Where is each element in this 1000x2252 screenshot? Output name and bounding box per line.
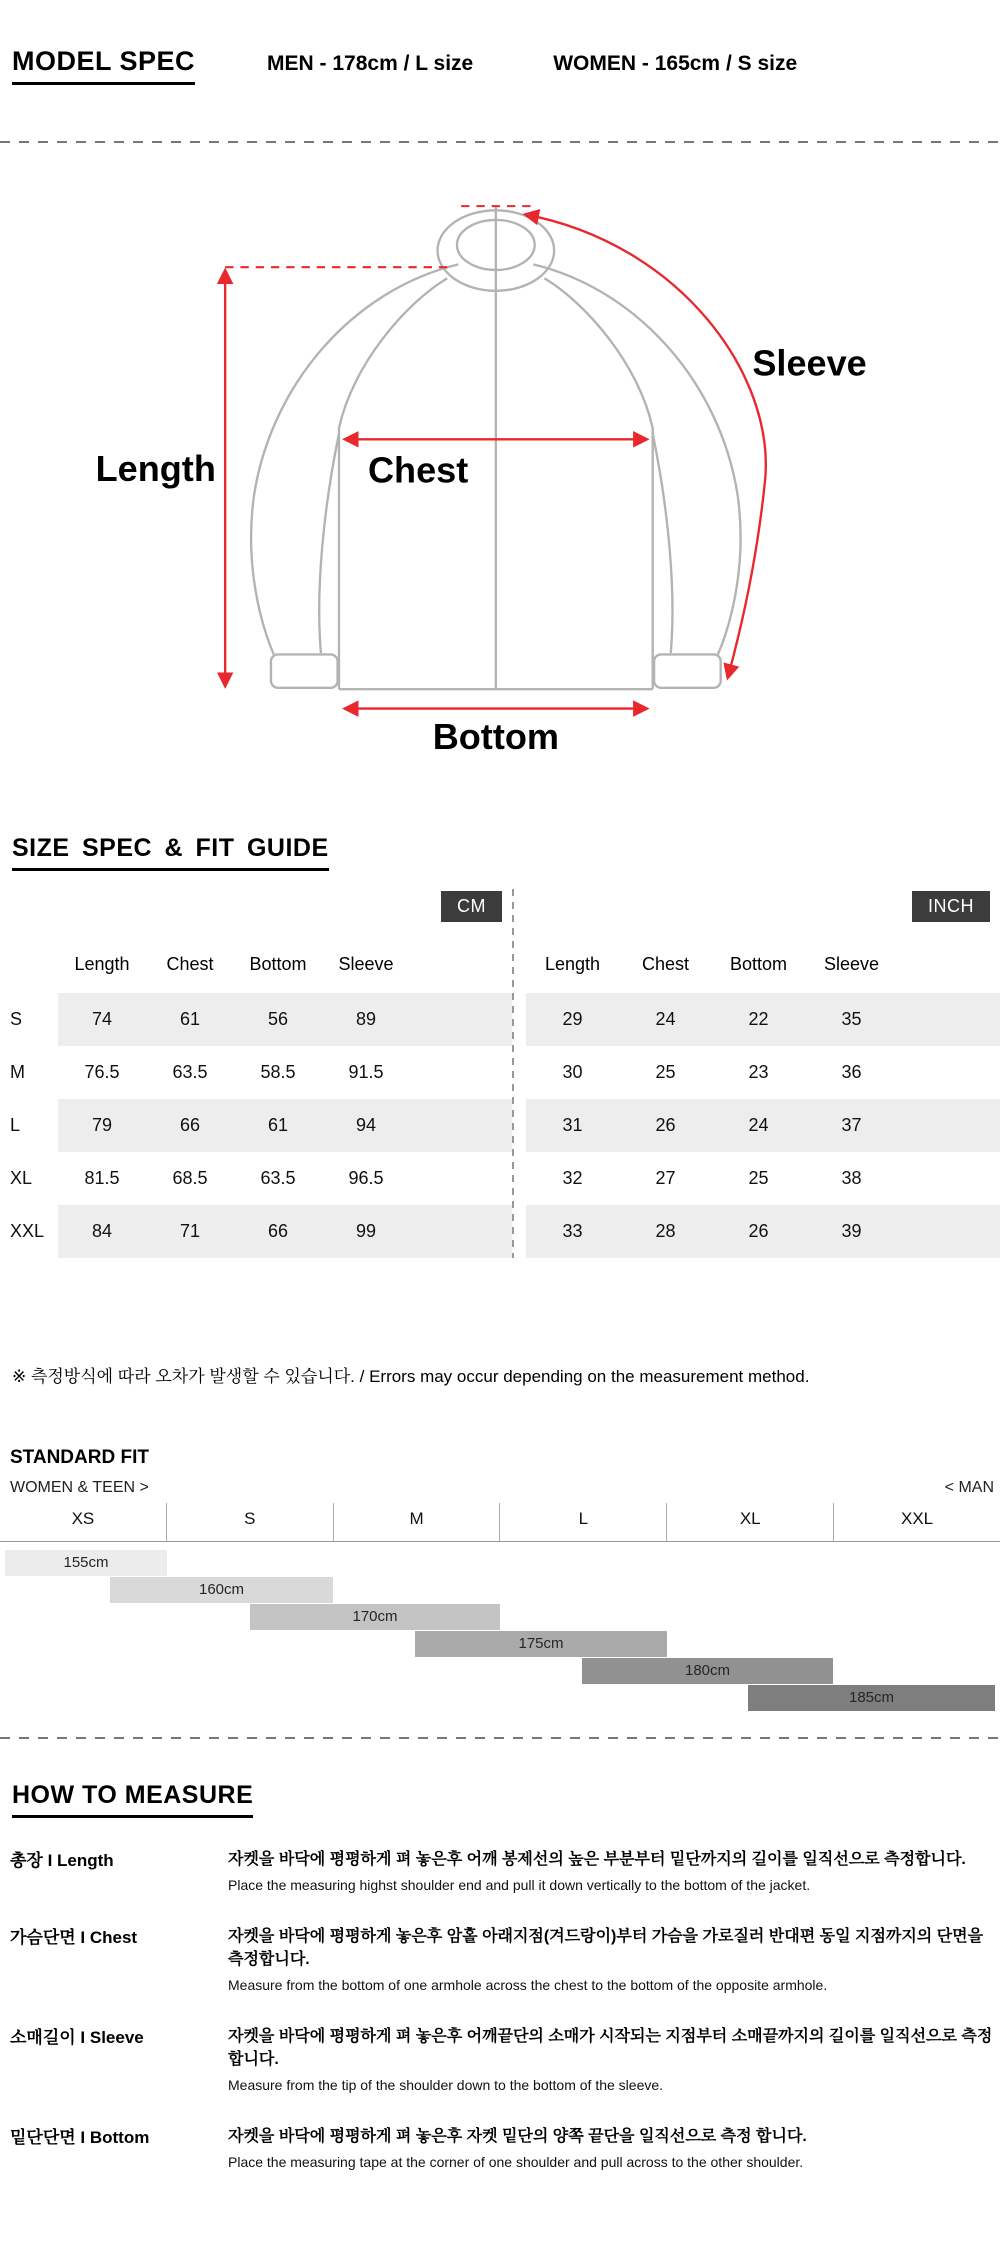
cell-value: 84 (91, 1221, 113, 1241)
height-bar: 180cm (582, 1658, 833, 1684)
table-row (10, 1099, 512, 1152)
measure-label: 밑단단면 I Bottom (10, 2128, 150, 2147)
measure-korean: 자켓을 바닥에 평평하게 펴 놓은후 어깨끝단의 소매가 시작되는 지점부터 소매끝까지의 길이를 일직선으로 측정합니다. (228, 2028, 993, 2068)
fit-size-column: XXL (900, 1509, 934, 1528)
inch-badge-row (526, 889, 1000, 923)
cell-value: 39 (841, 1221, 862, 1241)
measure-item-chest (0, 1923, 1000, 1993)
size-spec-section-header (0, 834, 1000, 871)
measure-label: 총장 I Length (10, 1851, 114, 1870)
cell-value: 68.5 (172, 1168, 208, 1188)
cell-value: 96.5 (348, 1168, 384, 1188)
measure-label: 소매길이 I Sleeve (10, 2028, 144, 2047)
size-label: XL (10, 1168, 33, 1188)
cm-badge-row (10, 889, 512, 923)
inch-table (514, 889, 1000, 1258)
column-header: Chest (166, 953, 214, 974)
measurement-error-note: ※ 측정방식에 따라 오차가 발생할 수 있습니다. / Errors may occur depending on the measurement method. (12, 1367, 810, 1386)
cell-value: 63.5 (260, 1168, 296, 1188)
standard-fit-subrow (0, 1469, 1000, 1497)
measure-list (0, 1846, 1000, 2252)
fit-size-column: L (500, 1503, 667, 1541)
cell-value: 79 (91, 1115, 113, 1135)
table-row (10, 993, 512, 1046)
table-row (526, 1099, 1000, 1152)
bottom-label: Bottom (432, 715, 559, 757)
height-bar: 155cm (5, 1550, 167, 1576)
cell-value: 38 (841, 1168, 862, 1188)
column-header: Sleeve (338, 953, 394, 974)
jacket-measurement-diagram (0, 195, 1000, 778)
cell-value: 66 (267, 1221, 289, 1241)
table-row (526, 1046, 1000, 1099)
measure-korean: 자켓을 바닥에 평평하게 펴 놓은후 자켓 밑단의 양쪽 끝단을 일직선으로 측정 합니다. (228, 2128, 807, 2145)
cm-table-header (10, 935, 512, 993)
measure-label: 가슴단면 I Chest (10, 1928, 138, 1947)
fit-size-column: M (334, 1503, 501, 1541)
cell-value: 31 (562, 1115, 583, 1135)
height-bar: 160cm (110, 1577, 333, 1603)
measure-text (228, 1923, 1000, 1993)
cell-value: 71 (179, 1221, 201, 1241)
standard-fit-title: STANDARD FIT (10, 1447, 149, 1468)
dashed-divider-bottom (0, 1737, 1000, 1739)
cell-value: 25 (748, 1168, 769, 1188)
fit-size-header (0, 1503, 1000, 1542)
size-label: L (10, 1115, 21, 1135)
cell-value: 37 (841, 1115, 862, 1135)
measure-text (228, 2023, 1000, 2093)
model-spec-women: WOMEN - 165cm / S size (553, 52, 798, 75)
how-to-measure-header (0, 1781, 1000, 1818)
cm-badge: CM (441, 891, 502, 922)
measure-english: Place the measuring tape at the corner of one shoulder and pull across to the other shoulder. (228, 2154, 804, 2170)
fit-size-column: XS (0, 1503, 167, 1541)
column-header: Bottom (249, 953, 307, 974)
cell-value: 91.5 (348, 1062, 384, 1082)
model-spec-header (0, 0, 1000, 85)
cell-value: 26 (748, 1221, 769, 1241)
cell-value: 29 (562, 1009, 583, 1029)
cell-value: 99 (355, 1221, 377, 1241)
measure-text (228, 2123, 807, 2170)
cell-value: 24 (655, 1009, 676, 1029)
cell-value: 35 (841, 1009, 862, 1029)
cell-value: 61 (179, 1009, 201, 1029)
cell-value: 56 (267, 1009, 289, 1029)
fit-size-column: S (167, 1503, 334, 1541)
dashed-divider-top (0, 141, 1000, 143)
cell-value: 25 (655, 1062, 676, 1082)
length-label: Length (95, 447, 216, 489)
how-to-measure-title: HOW TO MEASURE (12, 1781, 253, 1818)
cell-value: 30 (562, 1062, 583, 1082)
cell-value: 89 (355, 1009, 377, 1029)
cm-table (0, 889, 512, 1258)
table-row (10, 1205, 512, 1258)
measure-english: Place the measuring highst shoulder end and pull it down vertically to the bottom of the jacket. (228, 1877, 811, 1893)
cell-value: 26 (655, 1115, 676, 1135)
table-row (10, 1046, 512, 1099)
height-bar: 175cm (415, 1631, 667, 1657)
cell-value: 63.5 (172, 1062, 208, 1082)
cell-value: 33 (562, 1221, 583, 1241)
fit-size-column: XL (667, 1503, 834, 1541)
cell-value: 24 (748, 1115, 769, 1135)
inch-table-header (526, 935, 1000, 993)
fit-bars-area (0, 1550, 1000, 1713)
table-row (526, 993, 1000, 1046)
cell-value: 74 (91, 1009, 113, 1029)
size-label: XXL (10, 1221, 45, 1241)
cell-value: 81.5 (84, 1168, 120, 1188)
column-header: Chest (641, 953, 690, 974)
model-spec-title: MODEL SPEC (12, 46, 195, 85)
sleeve-label: Sleeve (752, 342, 867, 384)
man-label: < MAN (944, 1479, 994, 1496)
height-bar: 185cm (748, 1685, 995, 1711)
measure-english: Measure from the tip of the shoulder down to the bottom of the sleeve. (228, 2077, 664, 2093)
size-tables (0, 889, 1000, 1258)
cell-value: 23 (748, 1062, 769, 1082)
table-row (10, 1152, 512, 1205)
standard-fit-section (0, 1447, 1000, 1713)
cell-value: 66 (179, 1115, 201, 1135)
sleeve-arrow (525, 214, 766, 678)
column-header: Length (74, 953, 130, 974)
column-header: Bottom (729, 953, 788, 974)
measure-english: Measure from the bottom of one armhole across the chest to the bottom of the opposite armhole. (228, 1977, 828, 1993)
cell-value: 61 (267, 1115, 289, 1135)
model-spec-men: MEN - 178cm / L size (267, 52, 474, 75)
cell-value: 32 (562, 1168, 583, 1188)
measure-korean: 자켓을 바닥에 평평하게 펴 놓은후 어깨 봉제선의 높은 부분부터 밑단까지의 길이를 일직선으로 측정합니다. (228, 1851, 966, 1868)
table-row (526, 1152, 1000, 1205)
cell-value: 94 (355, 1115, 377, 1135)
table-row (526, 1205, 1000, 1258)
measure-item-length (0, 1846, 1000, 1893)
size-label: M (10, 1062, 25, 1082)
size-label: S (10, 1009, 23, 1029)
measure-text (228, 1846, 966, 1893)
column-header: Length (544, 953, 601, 974)
measure-item-bottom (0, 2123, 1000, 2170)
size-spec-title: SIZE SPEC & FIT GUIDE (12, 834, 329, 871)
height-bar: 170cm (250, 1604, 500, 1630)
women-teen-label: WOMEN & TEEN > (10, 1479, 149, 1496)
cell-value: 76.5 (84, 1062, 120, 1082)
column-header: Sleeve (823, 953, 880, 974)
cell-value: 58.5 (260, 1062, 296, 1082)
measure-item-sleeve (0, 2023, 1000, 2093)
inch-badge: INCH (912, 891, 990, 922)
cell-value: 36 (841, 1062, 862, 1082)
cell-value: 28 (655, 1221, 676, 1241)
chest-label: Chest (367, 449, 469, 491)
measure-korean: 자켓을 바닥에 평평하게 놓은후 암홀 아래지점(겨드랑이)부터 가슴을 가로질러 반대편 동일 지점까지의 단면을 측정합니다. (228, 1928, 984, 1968)
cell-value: 27 (655, 1168, 676, 1188)
cell-value: 22 (748, 1009, 769, 1029)
